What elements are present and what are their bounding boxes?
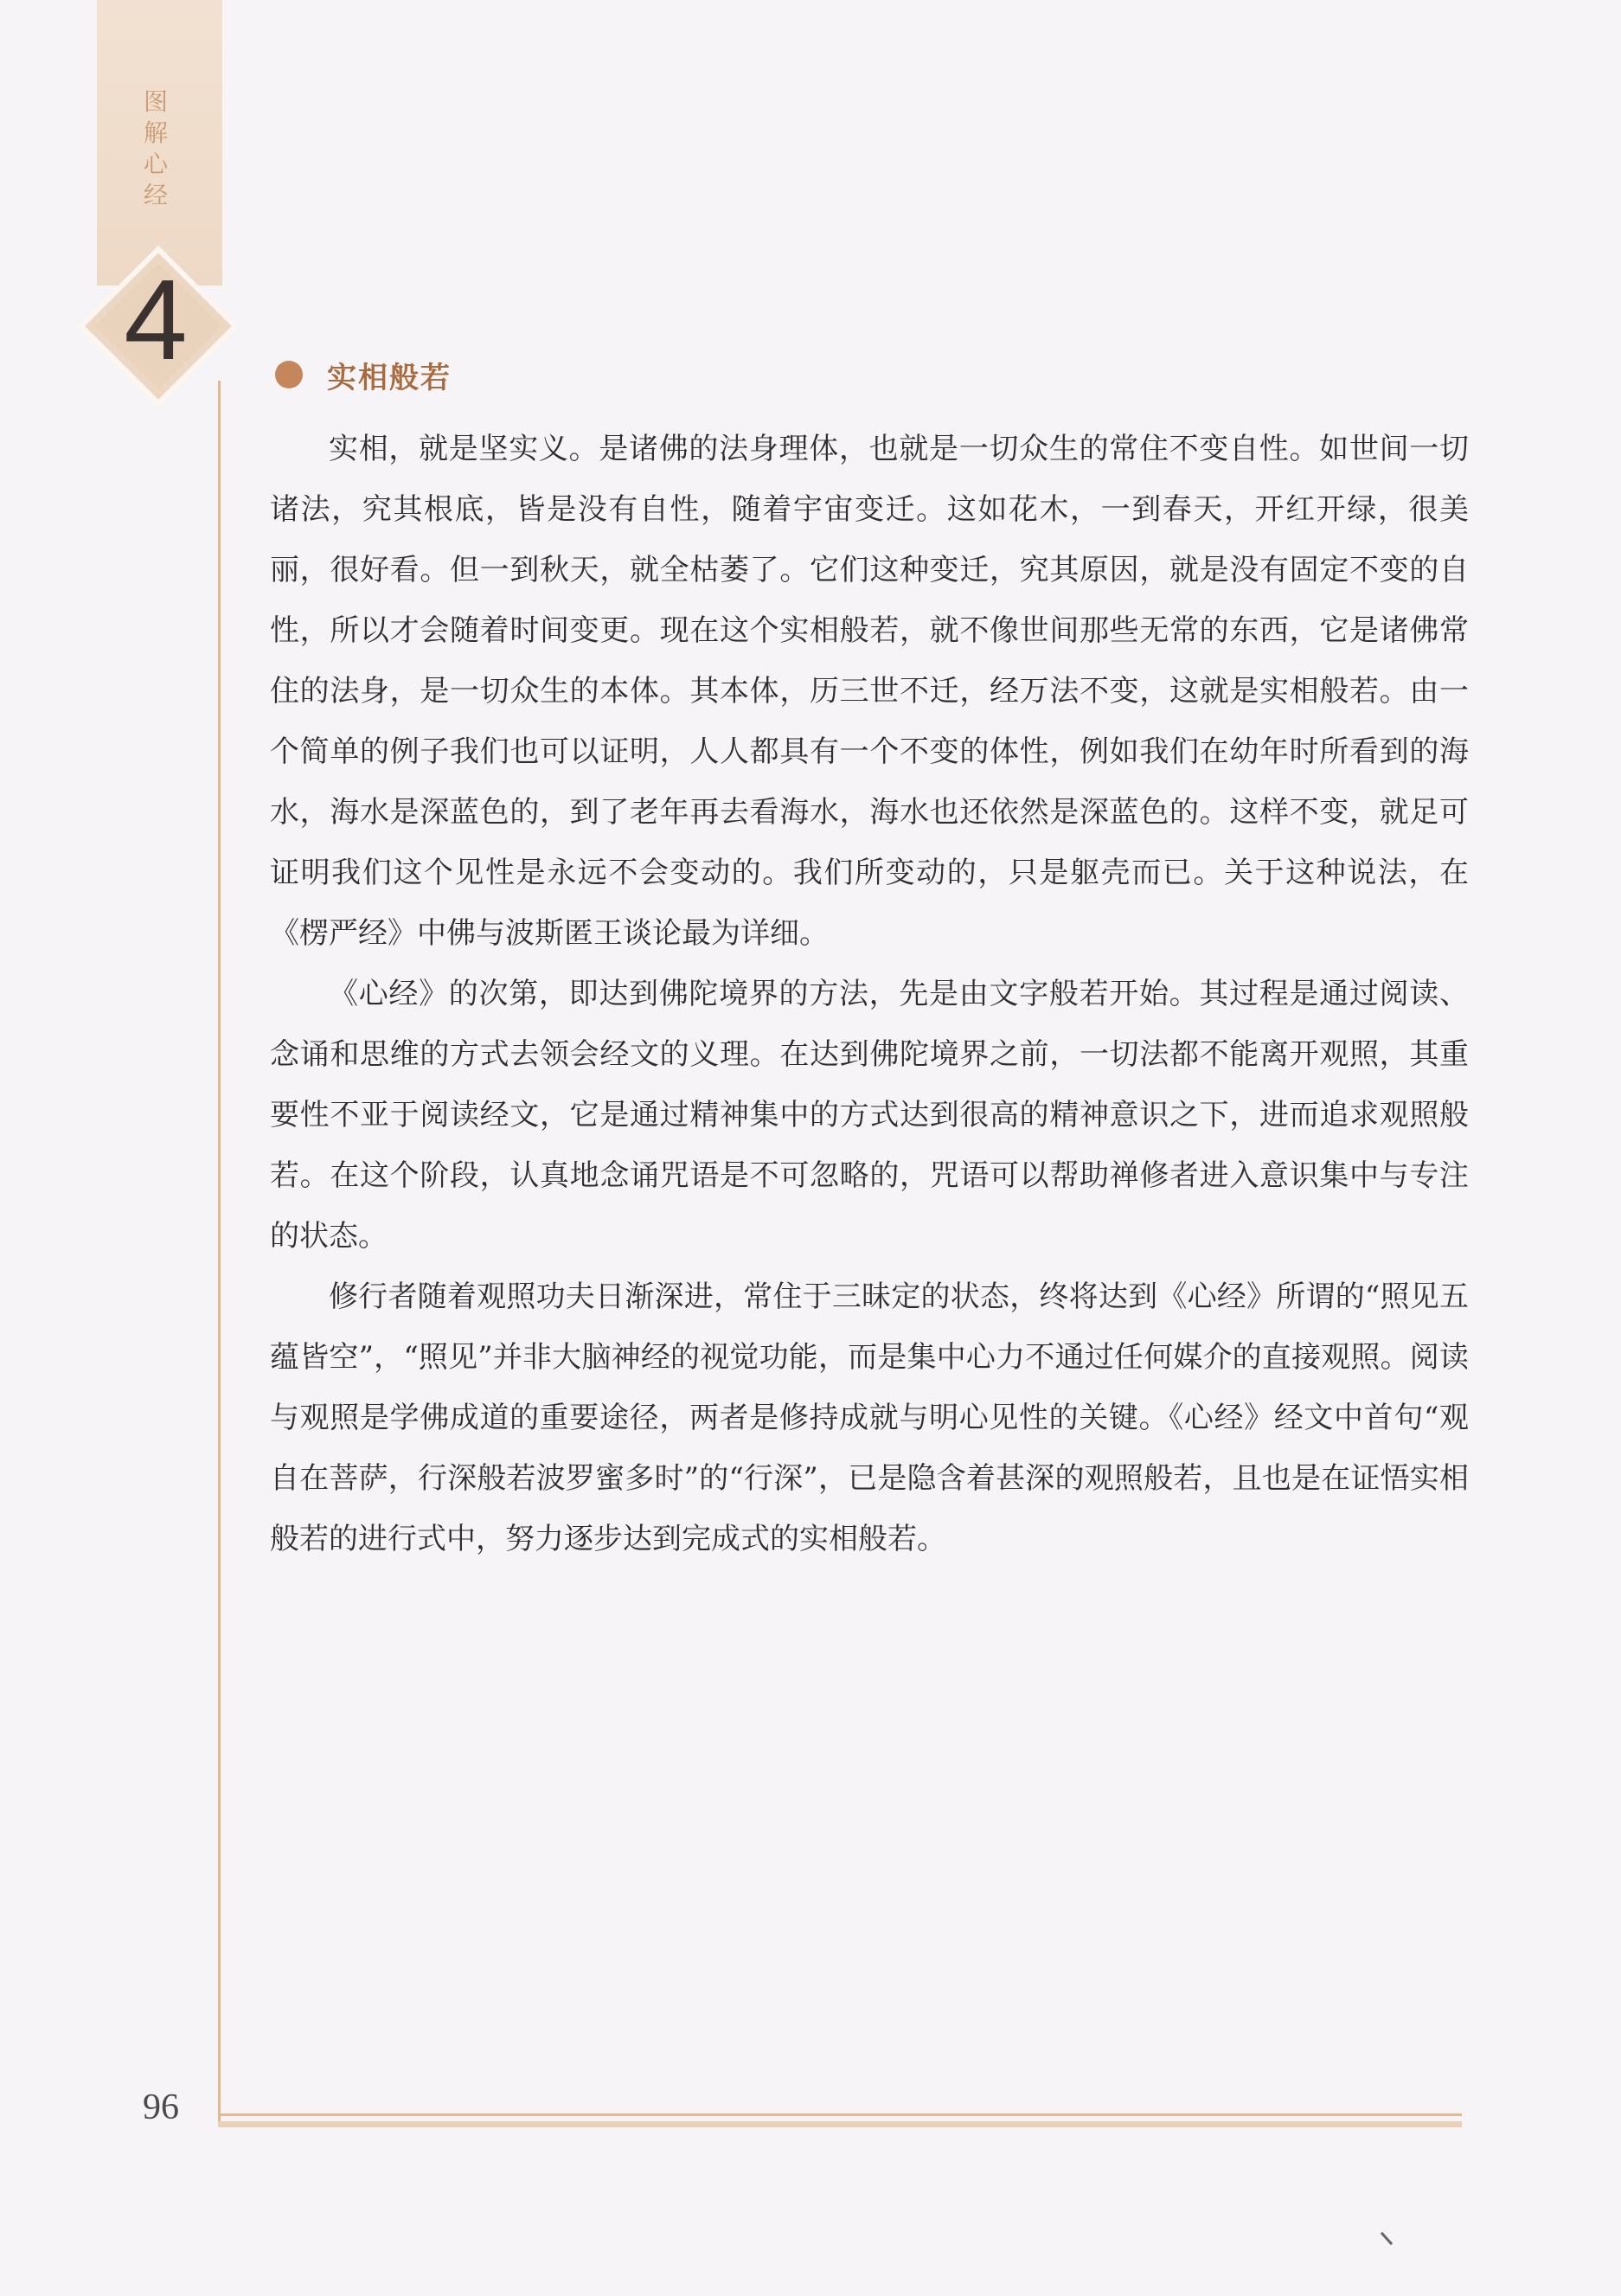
page-number: 96	[143, 2088, 179, 2127]
section-heading	[275, 353, 452, 396]
paragraph: 《心经》的次第，即达到佛陀境界的方法，先是由文字般若开始。其过程是通过阅读、念诵和思维的方式去领会经文的义理。在达到佛陀境界之前，一切法都不能离开观照，其重要性不亚于阅读经文，它是通过精神集中的方式达到很高的精神意识之下，进而追求观照般若。在这个阶段，认真地念诵咒语是不可忽略的，咒语可以帮助禅修者进入意识集中与专注的状态。	[270, 977, 1469, 1254]
book-title-char: 心	[143, 150, 168, 178]
margin-rule-vertical	[218, 381, 221, 2124]
section-bullet-icon	[275, 361, 303, 388]
book-title-char: 解	[143, 119, 168, 147]
body-text	[270, 419, 1469, 1569]
chapter-number: 4	[124, 256, 188, 383]
book-title-char: 经	[143, 181, 168, 209]
footer-rule-thick	[218, 2121, 1462, 2127]
book-title-char: 图	[143, 87, 168, 116]
section-title: 实相般若	[327, 360, 452, 395]
paragraph: 修行者随着观照功夫日渐深进，常住于三昧定的状态，终将达到《心经》所谓的“照见五蕴皆空”，“照见”并非大脑神经的视觉功能，而是集中心力不通过任何媒介的直接观照。阅读与观照是学佛成道的重要途径，两者是修持成就与明心见性的关键。《心经》经文中首句“观自在菩萨，行深般若波罗蜜多时”的“行深”，已是隐含着甚深的观照般若，且也是在证悟实相般若的进行式中，努力逐步达到完成式的实相般若。	[270, 1279, 1469, 1556]
book-title-vertical	[138, 87, 173, 211]
scan-mark	[1381, 2232, 1393, 2245]
footer-rule-thin	[218, 2113, 1462, 2116]
paragraph: 实相，就是坚实义。是诸佛的法身理体，也就是一切众生的常住不变自性。如世间一切诸法，究其根底，皆是没有自性，随着宇宙变迁。这如花木，一到春天，开红开绿，很美丽，很好看。但一到秋天，就全枯萎了。它们这种变迁，究其原因，就是没有固定不变的自性，所以才会随着时间变更。现在这个实相般若，就不像世间那些无常的东西，它是诸佛常住的法身，是一切众生的本体。其本体，历三世不迁，经万法不变，这就是实相般若。由一个简单的例子我们也可以证明，人人都具有一个不变的体性，例如我们在幼年时所看到的海水，海水是深蓝色的，到了老年再去看海水，海水也还依然是深蓝色的。这样不变，就足可证明我们这个见性是永远不会变动的。我们所变动的，只是躯壳而已。关于这种说法，在《楞严经》中佛与波斯匿王谈论最为详细。	[270, 432, 1469, 951]
